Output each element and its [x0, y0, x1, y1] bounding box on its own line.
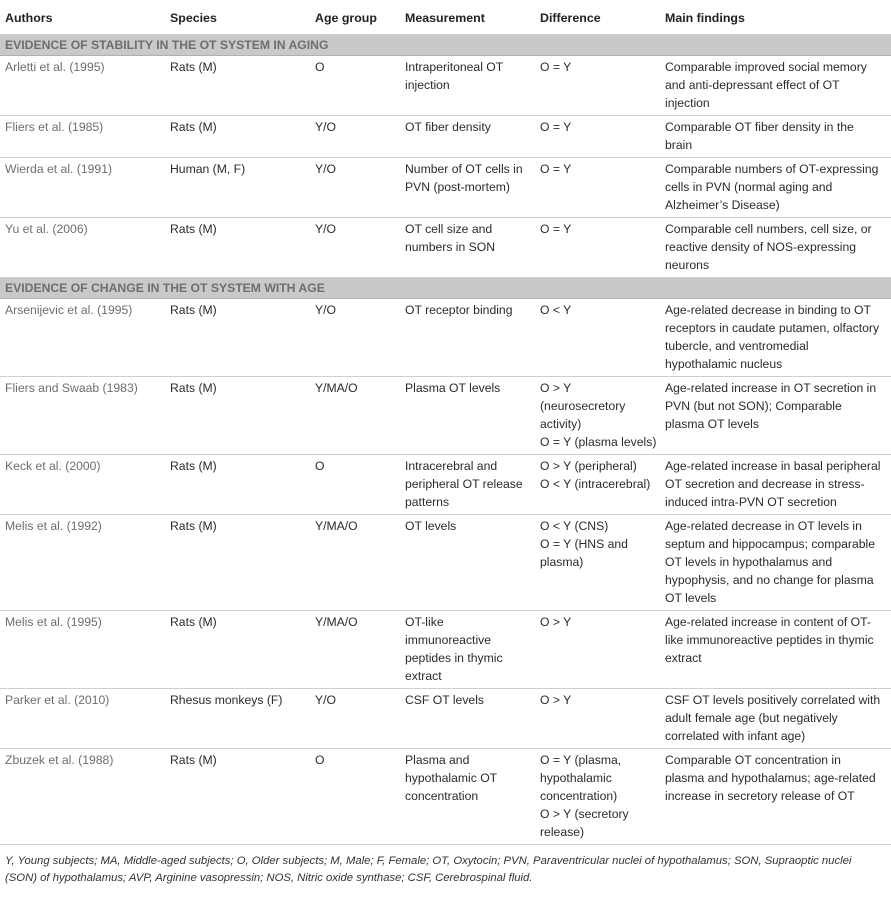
cell-species: Rats (M)	[166, 116, 311, 158]
cell-measurement: CSF OT levels	[401, 689, 536, 749]
table-row	[0, 299, 891, 377]
cell-author: Melis et al. (1995)	[0, 611, 166, 689]
cell-measurement: Number of OT cells in PVN (post-mortem)	[401, 158, 536, 218]
cell-species: Rats (M)	[166, 455, 311, 515]
cell-main-findings: Comparable OT concentration in plasma and hypothalamus; age-related increase in secretory release of OT	[661, 749, 891, 845]
table-row	[0, 749, 891, 845]
section-header-row	[0, 278, 891, 299]
cell-species: Rhesus monkeys (F)	[166, 689, 311, 749]
cell-species: Rats (M)	[166, 377, 311, 455]
cell-age-group: Y/MA/O	[311, 611, 401, 689]
table-row	[0, 377, 891, 455]
cell-difference: O > Y (peripheral) O < Y (intracerebral)	[536, 455, 661, 515]
cell-age-group: O	[311, 749, 401, 845]
cell-species: Rats (M)	[166, 299, 311, 377]
cell-author: Zbuzek et al. (1988)	[0, 749, 166, 845]
cell-difference: O = Y	[536, 116, 661, 158]
table-row	[0, 455, 891, 515]
cell-species: Rats (M)	[166, 749, 311, 845]
table-header	[0, 0, 891, 35]
cell-age-group: O	[311, 455, 401, 515]
cell-main-findings: Age-related increase in basal peripheral OT secretion and decrease in stress-induced intra-PVN OT secretion	[661, 455, 891, 515]
cell-author: Fliers and Swaab (1983)	[0, 377, 166, 455]
cell-author: Parker et al. (2010)	[0, 689, 166, 749]
table-footnote: Y, Young subjects; MA, Middle-aged subjects; O, Older subjects; M, Male; F, Female; OT, Oxytocin; PVN, Paraventricular nuclei of hypothalamus; SON, Supraoptic nuclei (SON) of hypothalamus; AVP, Arginine vasopressin; NOS, Nitric oxide synthase; CSF, Cerebrospinal fluid.	[5, 855, 852, 884]
cell-measurement: OT levels	[401, 515, 536, 611]
cell-age-group: Y/O	[311, 218, 401, 278]
table-row	[0, 158, 891, 218]
table-row	[0, 515, 891, 611]
cell-measurement: OT cell size and numbers in SON	[401, 218, 536, 278]
cell-measurement: Intracerebral and peripheral OT release patterns	[401, 455, 536, 515]
cell-author: Keck et al. (2000)	[0, 455, 166, 515]
cell-measurement: OT fiber density	[401, 116, 536, 158]
cell-main-findings: Comparable OT fiber density in the brain	[661, 116, 891, 158]
cell-author: Arsenijevic et al. (1995)	[0, 299, 166, 377]
cell-main-findings: Comparable cell numbers, cell size, or reactive density of NOS-expressing neurons	[661, 218, 891, 278]
cell-author: Arletti et al. (1995)	[0, 56, 166, 116]
section-title: EVIDENCE OF CHANGE IN THE OT SYSTEM WITH AGE	[0, 278, 891, 299]
cell-main-findings: Age-related decrease in binding to OT receptors in caudate putamen, olfactory tubercle, and ventromedial hypothalamic nucleus	[661, 299, 891, 377]
cell-main-findings: Comparable numbers of OT-expressing cells in PVN (normal aging and Alzheimer’s Disease)	[661, 158, 891, 218]
cell-age-group: Y/MA/O	[311, 515, 401, 611]
cell-species: Rats (M)	[166, 611, 311, 689]
header-age-group: Age group	[311, 0, 401, 35]
cell-difference: O = Y	[536, 56, 661, 116]
cell-species: Rats (M)	[166, 515, 311, 611]
table-bottom-rule	[0, 844, 891, 845]
cell-measurement: Plasma and hypothalamic OT concentration	[401, 749, 536, 845]
cell-difference: O > Y (neurosecretory activity) O = Y (plasma levels)	[536, 377, 661, 455]
cell-measurement: OT-like immunoreactive peptides in thymic extract	[401, 611, 536, 689]
cell-main-findings: Age-related increase in OT secretion in PVN (but not SON); Comparable plasma OT levels	[661, 377, 891, 455]
cell-main-findings: CSF OT levels positively correlated with adult female age (but negatively correlated with infant age)	[661, 689, 891, 749]
cell-difference: O > Y	[536, 611, 661, 689]
header-species: Species	[166, 0, 311, 35]
cell-difference: O < Y	[536, 299, 661, 377]
table-row	[0, 56, 891, 116]
cell-age-group: O	[311, 56, 401, 116]
cell-author: Melis et al. (1992)	[0, 515, 166, 611]
cell-measurement: Plasma OT levels	[401, 377, 536, 455]
cell-species: Human (M, F)	[166, 158, 311, 218]
cell-species: Rats (M)	[166, 56, 311, 116]
section-header-row	[0, 35, 891, 56]
header-difference: Difference	[536, 0, 661, 35]
cell-measurement: OT receptor binding	[401, 299, 536, 377]
cell-difference: O = Y	[536, 158, 661, 218]
header-authors: Authors	[0, 0, 166, 35]
cell-main-findings: Age-related decrease in OT levels in septum and hippocampus; comparable OT levels in hypothalamus and hypophysis, and no change for plasma OT levels	[661, 515, 891, 611]
cell-age-group: Y/O	[311, 116, 401, 158]
section-title: EVIDENCE OF STABILITY IN THE OT SYSTEM IN AGING	[0, 35, 891, 56]
cell-author: Yu et al. (2006)	[0, 218, 166, 278]
table-row	[0, 689, 891, 749]
table-row	[0, 116, 891, 158]
cell-measurement: Intraperitoneal OT injection	[401, 56, 536, 116]
table-body	[0, 35, 891, 845]
table-row	[0, 218, 891, 278]
cell-difference: O < Y (CNS) O = Y (HNS and plasma)	[536, 515, 661, 611]
cell-age-group: Y/MA/O	[311, 377, 401, 455]
cell-age-group: Y/O	[311, 299, 401, 377]
cell-author: Fliers et al. (1985)	[0, 116, 166, 158]
header-measurement: Measurement	[401, 0, 536, 35]
cell-difference: O > Y	[536, 689, 661, 749]
cell-difference: O = Y (plasma, hypothalamic concentration) O > Y (secretory release)	[536, 749, 661, 845]
cell-age-group: Y/O	[311, 689, 401, 749]
cell-main-findings: Age-related increase in content of OT-like immunoreactive peptides in thymic extract	[661, 611, 891, 689]
cell-species: Rats (M)	[166, 218, 311, 278]
header-main-findings: Main findings	[661, 0, 891, 35]
cell-difference: O = Y	[536, 218, 661, 278]
cell-main-findings: Comparable improved social memory and anti-depressant effect of OT injection	[661, 56, 891, 116]
cell-author: Wierda et al. (1991)	[0, 158, 166, 218]
cell-age-group: Y/O	[311, 158, 401, 218]
table-row	[0, 611, 891, 689]
header-row	[0, 0, 891, 35]
